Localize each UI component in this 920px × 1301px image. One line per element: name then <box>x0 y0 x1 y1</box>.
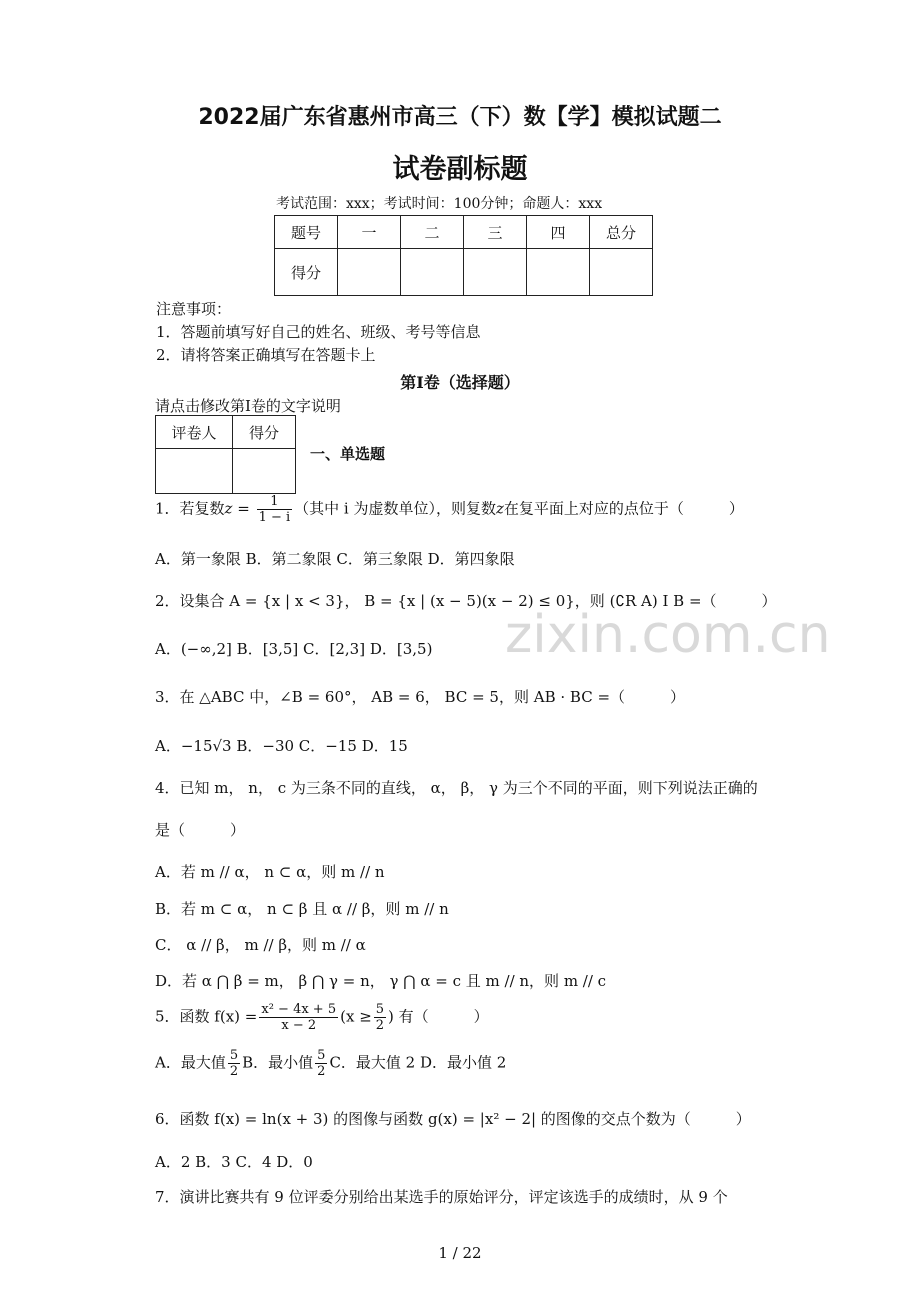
page-title: 2022届广东省惠州市高三（下）数【学】模拟试题二 <box>198 105 722 130</box>
grader-cell <box>233 449 296 494</box>
q1-fraction-denominator: 1 − i <box>258 510 291 525</box>
q1-text: （其中 i 为虚数单位），则复数 <box>294 499 496 518</box>
score-table <box>274 215 653 296</box>
q1-options: A．第一象限 B．第二象限 C．第三象限 D．第四象限 <box>155 550 515 568</box>
page-number: 1 / 22 <box>438 1244 482 1262</box>
question-7: 7．演讲比赛共有 9 位评委分别给出某选手的原始评分，评定该选手的成绩时，从 9 个 <box>155 1188 728 1206</box>
question-5 <box>155 1002 489 1033</box>
q5-option-b-denominator: 2 <box>317 1064 326 1079</box>
q4-option-b: B．若 m ⊂ α， n ⊂ β 且 α // β，则 m // n <box>155 900 449 918</box>
score-cell <box>464 249 527 296</box>
grader-cell <box>156 449 233 494</box>
q5-option-a-denominator: 2 <box>229 1064 239 1079</box>
q5-fraction <box>259 1002 338 1033</box>
q1-prefix: 1．若复数 <box>155 499 225 518</box>
q2-options: A．(−∞,2] B．[3,5] C．[2,3] D．[3,5) <box>155 640 433 658</box>
q5-condition-prefix: (x ≥ <box>340 1007 372 1026</box>
section-title: 一、单选题 <box>310 445 386 463</box>
notice-item: 1．答题前填写好自己的姓名、班级、考号等信息 <box>156 323 481 341</box>
q5-option-b-fraction <box>315 1048 327 1079</box>
notice-item: 2．请将答案正确填写在答题卡上 <box>156 346 376 364</box>
score-cell <box>590 249 653 296</box>
q5-condition-numerator: 5 <box>375 1002 385 1017</box>
question-4-line-1: 4．已知 m， n， c 为三条不同的直线， α， β， γ 为三个不同的平面，则下列说法正确的 <box>155 779 758 797</box>
score-table-header: 二 <box>401 216 464 249</box>
q5-condition-fraction <box>374 1002 386 1033</box>
part-title: 第I卷（选择题） <box>400 373 520 392</box>
q5-option-cd: C．最大值 2 D．最小值 2 <box>329 1053 507 1072</box>
score-table-header: 总分 <box>590 216 653 249</box>
q1-fraction-numerator: 1 <box>257 494 293 510</box>
watermark: zixin.com.cn <box>505 605 831 665</box>
q1-variable-2: z <box>496 499 504 518</box>
q5-option-a-fraction <box>228 1048 240 1079</box>
score-cell <box>338 249 401 296</box>
q5-options <box>155 1048 506 1079</box>
score-cell <box>401 249 464 296</box>
q4-option-a: A．若 m // α， n ⊂ α，则 m // n <box>155 863 385 881</box>
part-description: 请点击修改第I卷的文字说明 <box>155 397 341 415</box>
q1-text-2: 在复平面上对应的点位于（ ） <box>503 499 744 518</box>
q5-condition-suffix: ) 有（ ） <box>388 1007 489 1026</box>
q5-fraction-denominator: x − 2 <box>281 1018 317 1033</box>
q5-option-b: B．最小值 <box>242 1053 314 1072</box>
question-1 <box>155 494 744 525</box>
q4-option-c: C． α // β， m // β，则 m // α <box>155 936 366 954</box>
score-table-header: 三 <box>464 216 527 249</box>
q1-fraction <box>257 494 293 525</box>
page-subtitle: 试卷副标题 <box>392 154 528 185</box>
score-table-header: 四 <box>527 216 590 249</box>
question-2: 2．设集合 A = {x | x < 3}， B = {x | (x − 5)(x − 2) ≤ 0}，则 (∁R A) I B =（ ） <box>155 592 777 610</box>
score-table-header: 题号 <box>275 216 338 249</box>
q1-variable: z <box>224 499 233 518</box>
q5-prefix: 5．函数 f(x) = <box>155 1007 258 1026</box>
score-cell <box>527 249 590 296</box>
q4-option-d: D．若 α ⋂ β = m， β ⋂ γ = n， γ ⋂ α = c 且 m // n，则 m // c <box>155 972 607 990</box>
q5-option-b-numerator: 5 <box>317 1048 326 1063</box>
score-table-header: 一 <box>338 216 401 249</box>
q1-equals: = <box>232 499 255 518</box>
q3-options: A．−15√3 B．−30 C．−15 D．15 <box>155 737 408 755</box>
q5-option-a: A．最大值 <box>155 1053 226 1072</box>
score-table-row-label: 得分 <box>275 249 338 296</box>
q5-option-a-numerator: 5 <box>229 1048 239 1063</box>
q5-fraction-numerator: x² − 4x + 5 <box>261 1002 337 1017</box>
q6-options: A．2 B．3 C．4 D．0 <box>155 1153 313 1171</box>
grader-table-header: 得分 <box>233 416 296 449</box>
exam-info: 考试范围：xxx；考试时间：100分钟；命题人：xxx <box>276 196 603 212</box>
question-6: 6．函数 f(x) = ln(x + 3) 的图像与函数 g(x) = |x² − 2| 的图像的交点个数为（ ） <box>155 1110 751 1128</box>
question-4-line-2: 是（ ） <box>155 821 246 839</box>
q5-condition-denominator: 2 <box>375 1018 385 1033</box>
grader-table <box>155 415 296 494</box>
grader-table-header: 评卷人 <box>156 416 233 449</box>
question-3: 3．在 △ABC 中，∠B = 60°， AB = 6， BC = 5，则 AB · BC =（ ） <box>155 688 686 706</box>
notice-heading: 注意事项： <box>156 300 232 318</box>
